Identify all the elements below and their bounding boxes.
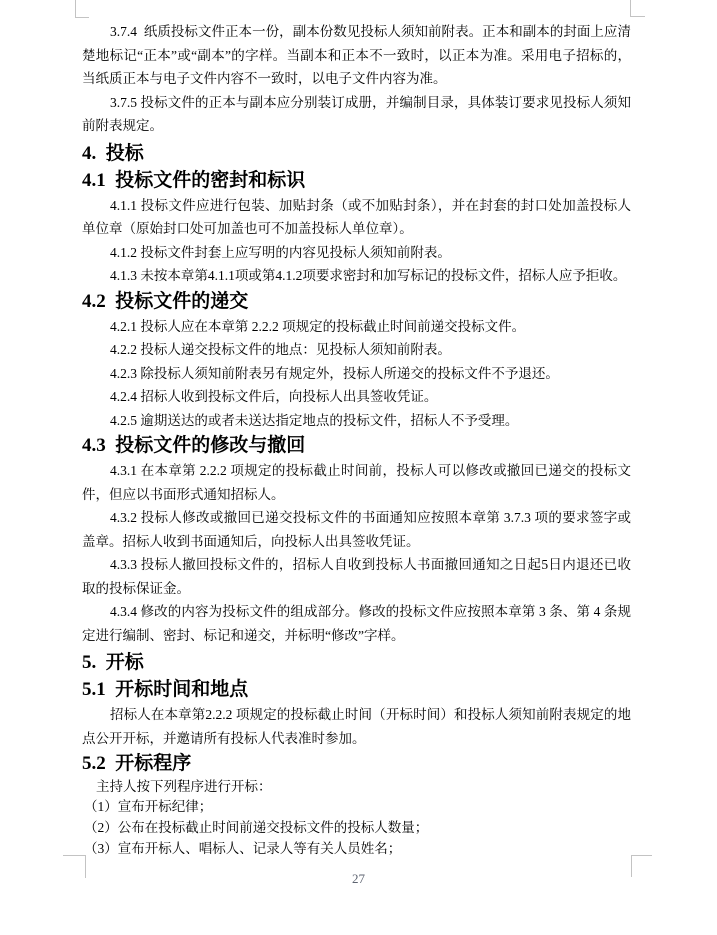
paragraph-3-7-4: 3.7.4 纸质投标文件正本一份，副本份数见投标人须知前附表。正本和副本的封面上应清楚地标记“正本”或“副本”的字样。当副本和正本不一致时，以正本为准。采用电子招标的，当纸质正本与电子文件内容不一致时，以电子文件内容为准。 — [82, 24, 631, 86]
paragraph-4-1-1: 4.1.1 投标文件应进行包装、加贴封条（或不加贴封条），并在封套的封口处加盖投标人单位章（原始封口处可加盖也可不加盖投标人单位章）。 — [82, 197, 631, 236]
document-body — [82, 20, 631, 859]
paragraph-4-2-2: 4.2.2 投标人递交投标文件的地点：见投标人须知前附表。 — [110, 342, 451, 357]
heading-4-1: 4.1 投标文件的密封和标识 — [82, 169, 306, 191]
paragraph-3-7-5: 3.7.5 投标文件的正本与副本应分别装订成册，并编制目录，具体装订要求见投标人须知前附表规定。 — [82, 94, 631, 133]
page-number: 27 — [352, 871, 365, 886]
heading-section-5: 5. 开标 — [82, 652, 144, 673]
paragraph-4-1-3: 4.1.3 未按本章第4.1.1项或第4.1.2项要求密封和加写标记的投标文件，招标人应予拒收。 — [110, 268, 627, 283]
paragraph-4-1-2: 4.1.2 投标文件封套上应写明的内容见投标人须知前附表。 — [110, 244, 451, 260]
heading-4-2: 4.2 投标文件的递交 — [82, 290, 249, 312]
paragraph-4-2-4: 4.2.4 招标人收到投标文件后，向投标人出具签收凭证。 — [110, 389, 438, 404]
paragraph-4-3-4: 4.3.4 修改的内容为投标文件的组成部分。修改的投标文件应按照本章第 3 条、第 4 条规定进行编制、密封、标记和递交，并标明“修改”字样。 — [82, 604, 631, 643]
paragraph-4-3-3: 4.3.3 投标人撤回投标文件的，招标人自收到投标人书面撤回通知之日起5日内退还已收取的投标保证金。 — [82, 557, 631, 596]
heading-4-3: 4.3 投标文件的修改与撤回 — [82, 435, 306, 456]
heading-5-1: 5.1 开标时间和地点 — [82, 679, 249, 700]
paragraph-5-1: 招标人在本章第2.2.2 项规定的投标截止时间（开标时间）和投标人须知前附表规定的地点公开开标，并邀请所有投标人代表准时参加。 — [82, 707, 631, 746]
paragraph-4-3-2: 4.3.2 投标人修改或撤回已递交投标文件的书面通知应按照本章第 3.7.3 项的要求签字或盖章。招标人收到书面通知后，向投标人出具签收凭证。 — [82, 510, 631, 549]
heading-5-2: 5.2 开标程序 — [82, 753, 192, 774]
crop-mark-top-right — [630, 0, 645, 17]
list-item-2: （2）公布在投标截止时间前递交投标文件的投标人数量； — [84, 820, 429, 835]
list-intro-opening-procedure: 主持人按下列程序进行开标： — [96, 779, 272, 794]
paragraph-4-2-1: 4.2.1 投标人应在本章第 2.2.2 项规定的投标截止时间前递交投标文件。 — [110, 318, 526, 334]
paragraph-4-2-3: 4.2.3 除投标人须知前附表另有规定外，投标人所递交的投标文件不予退还。 — [110, 365, 559, 381]
paragraph-4-2-5: 4.2.5 逾期送达的或者未送达指定地点的投标文件，招标人不予受理。 — [110, 412, 519, 428]
list-item-3: （3）宣布开标人、唱标人、记录人等有关人员姓名； — [84, 841, 402, 856]
list-item-1: （1）宣布开标纪律； — [84, 799, 213, 814]
heading-section-4: 4. 投标 — [82, 142, 144, 164]
crop-mark-top-left — [75, 0, 89, 18]
paragraph-4-3-1: 4.3.1 在本章第 2.2.2 项规定的投标截止时间前，投标人可以修改或撤回已递交的投标文件，但应以书面形式通知招标人。 — [82, 463, 631, 502]
